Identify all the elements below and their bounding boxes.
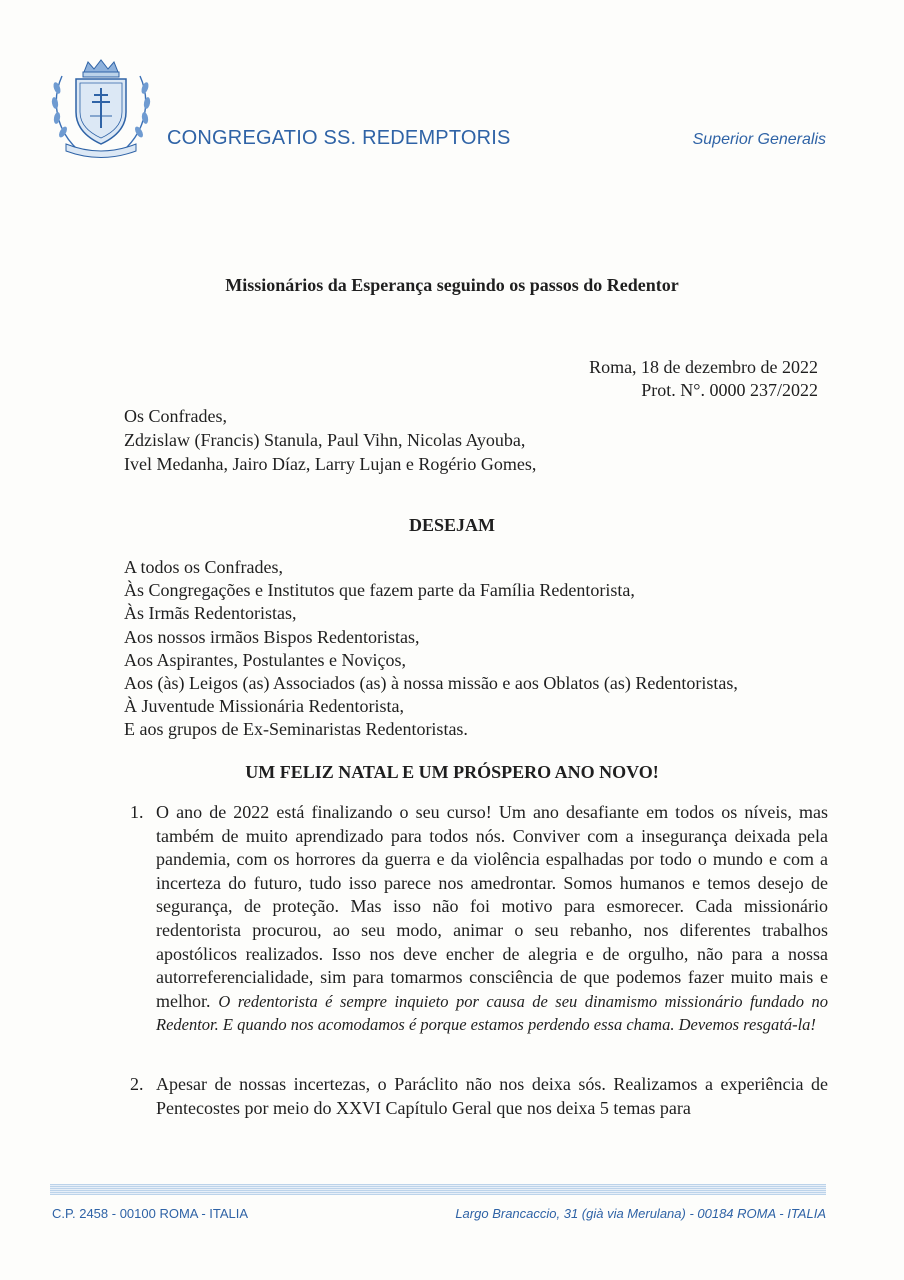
- recipient-line: A todos os Confrades,: [124, 557, 283, 577]
- paragraph-number: 2.: [130, 1074, 144, 1094]
- recipient-line: E aos grupos de Ex-Seminaristas Redentoristas.: [124, 719, 468, 740]
- paragraph-body: Apesar de nossas incertezas, o Paráclito não nos deixa sós. Realizamos a experiência de Pentecostes por meio do XXVI Capítulo Geral que nos deixa 5 temas para: [156, 1074, 828, 1118]
- document-title: Missionários da Esperança seguindo os passos do Redentor: [225, 275, 679, 295]
- numbered-paragraph: [130, 1073, 828, 1120]
- paragraph-text: [156, 1073, 828, 1120]
- paragraph-text: [156, 801, 828, 1037]
- senders-line: Ivel Medanha, Jairo Díaz, Larry Lujan e Rogério Gomes,: [124, 454, 537, 474]
- protocol-number: Prot. N°. 0000 237/2022: [641, 380, 818, 400]
- recipients-list: [124, 556, 738, 742]
- recipient-line: Aos (às) Leigos (as) Associados (as) à nossa missão e aos Oblatos (as) Redentoristas,: [124, 673, 738, 694]
- footer-postal-address: C.P. 2458 - 00100 ROMA - ITALIA: [52, 1206, 249, 1221]
- numbered-paragraph: [130, 801, 828, 1037]
- senders-line: Os Confrades,: [124, 406, 227, 426]
- senders-line: Zdzislaw (Francis) Stanula, Paul Vihn, Nicolas Ayouba,: [124, 430, 526, 450]
- office-title: Superior Generalis: [692, 131, 826, 148]
- paragraph-number: 1.: [130, 802, 144, 822]
- paragraph-body: O ano de 2022 está finalizando o seu curso! Um ano desafiante em todos os níveis, mas também de muito aprendizado para todos nós. Conviver com a insegurança deixada pela pandemia, com os horrores da guerra e da violência espalhadas por todo o mundo e com a incerteza do futuro, tudo isso parece nos amedrontar. Somos humanos e temos desejo de segurança, de proteção. Mas isso não foi motivo para esmorecer. Cada missionário redentorista procurou, ao seu modo, animar o seu rebanho, nos diferentes trabalhos apostólicos realizados. Isso nos deve encher de alegria e de orgulho, não para a nossa autorreferencialidade, sim para tomarmos consciência de que podemos fazer muito mais e melhor.: [156, 802, 828, 1011]
- footer-divider: [50, 1184, 826, 1195]
- greeting-heading: UM FELIZ NATAL E UM PRÓSPERO ANO NOVO!: [245, 762, 659, 782]
- verb-heading: DESEJAM: [408, 515, 495, 535]
- footer-street-address: Largo Brancaccio, 31 (già via Merulana) - 00184 ROMA - ITALIA: [455, 1206, 826, 1221]
- recipient-line: Aos nossos irmãos Bispos Redentoristas,: [124, 626, 420, 647]
- place-date: Roma, 18 de dezembro de 2022: [589, 357, 818, 377]
- congregation-crest-icon: [48, 58, 154, 162]
- senders-block: [124, 404, 536, 476]
- organization-name: CONGREGATIO SS. REDEMPTORIS: [167, 127, 511, 149]
- recipient-line: Às Irmãs Redentoristas,: [124, 603, 297, 624]
- paragraph-italic: O redentorista é sempre inquieto por causa de seu dinamismo missionário fundado no Redentor. E quando nos acomodamos é porque estamos perdendo essa chama. Devemos resgatá-la!: [156, 991, 828, 1035]
- recipient-line: À Juventude Missionária Redentorista,: [124, 696, 404, 717]
- recipient-line: Às Congregações e Institutos que fazem parte da Família Redentorista,: [124, 580, 635, 601]
- date-block: [589, 356, 818, 402]
- recipient-line: Aos Aspirantes, Postulantes e Noviços,: [124, 649, 406, 670]
